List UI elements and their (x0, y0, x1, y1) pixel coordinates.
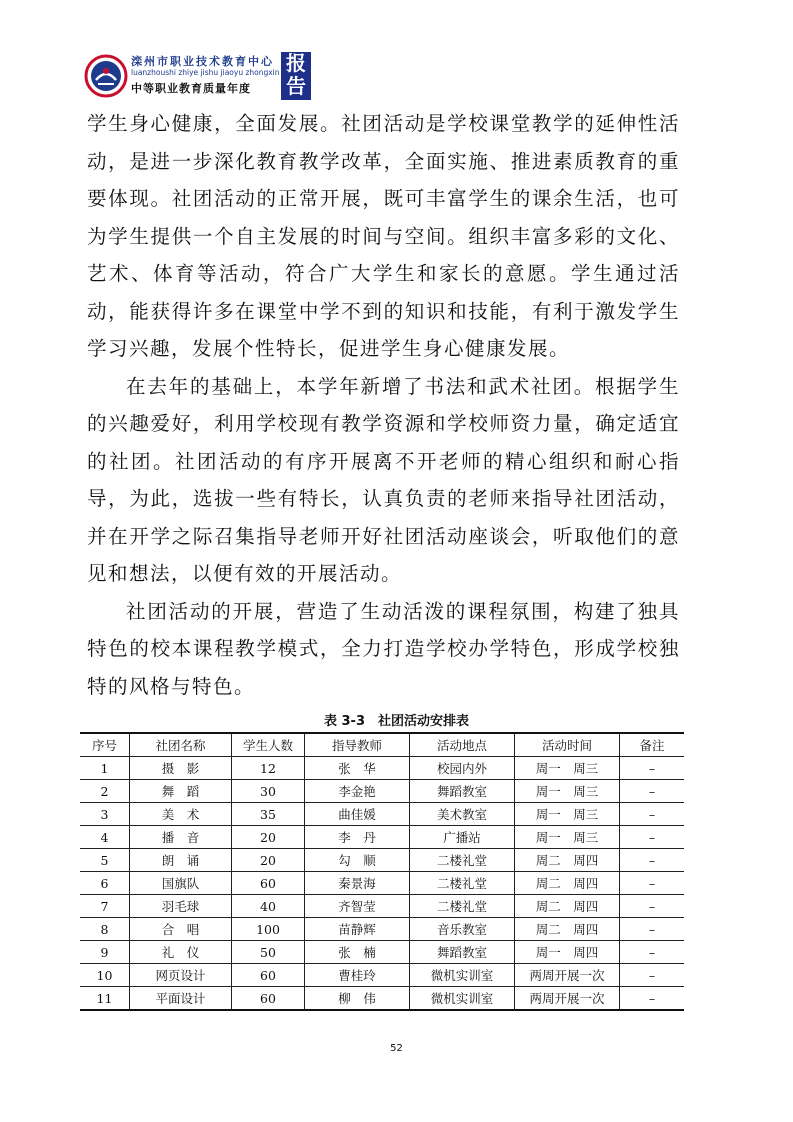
table-cell: 微机实训室 (410, 987, 515, 1011)
table-caption: 表 3-3 社团活动安排表 (323, 714, 469, 729)
table-row (80, 826, 684, 849)
table-cell: 朗 诵 (130, 849, 232, 872)
table-cell: – (620, 918, 685, 941)
table-cell: – (620, 849, 685, 872)
table-cell: 音乐教室 (410, 918, 515, 941)
table-cell: 两周开展一次 (515, 987, 620, 1011)
table-cell: – (620, 803, 685, 826)
table-cell: 勾 顺 (305, 849, 410, 872)
table-cell: 8 (80, 918, 130, 941)
table-cell: 60 (232, 872, 305, 895)
table-cell: – (620, 757, 685, 780)
table-cell: – (620, 941, 685, 964)
header-cell: 活动地点 (410, 733, 515, 757)
header-cell: 备注 (620, 733, 685, 757)
table-cell: 2 (80, 780, 130, 803)
table-cell: 合 唱 (130, 918, 232, 941)
table-cell: 12 (232, 757, 305, 780)
table-cell: 摄 影 (130, 757, 232, 780)
table-cell: 国旗队 (130, 872, 232, 895)
paragraph-1: 学生身心健康，全面发展。社团活动是学校课堂教学的延伸性活动，是进一步深化教育教学改革，全面实施、推进素质教育的重要体现。社团活动的正常开展，既可丰富学生的课余生活，也可为学生提供一个自主发展的时间与空间。组织丰富多彩的文化、艺术、体育等活动，符合广大学生和家长的意愿。学生通过活动，能获得许多在课堂中学不到的知识和技能，有利于激发学生学习兴趣，发展个性特长，促进学生身心健康发展。 (87, 112, 680, 360)
table-cell: 校园内外 (410, 757, 515, 780)
table-cell: 曹桂玲 (305, 964, 410, 987)
table-cell: 35 (232, 803, 305, 826)
table-cell: 曲佳媛 (305, 803, 410, 826)
table-cell: 6 (80, 872, 130, 895)
table-cell: 舞蹈教室 (410, 941, 515, 964)
table-row (80, 941, 684, 964)
table-cell: 微机实训室 (410, 964, 515, 987)
table-cell: – (620, 987, 685, 1011)
org-pinyin: luanzhoushi zhiye jishu jiaoyu zhongxin (131, 68, 280, 77)
header-cell: 指导教师 (305, 733, 410, 757)
table-cell: – (620, 895, 685, 918)
table-cell: 平面设计 (130, 987, 232, 1011)
table-cell: 张 华 (305, 757, 410, 780)
report-badge-line1: 报 (286, 51, 306, 75)
table-cell: 4 (80, 826, 130, 849)
table-cell: – (620, 826, 685, 849)
table-cell: 两周开展一次 (515, 964, 620, 987)
table-cell: 秦景海 (305, 872, 410, 895)
table-cell: 二楼礼堂 (410, 895, 515, 918)
table-cell: 柳 伟 (305, 987, 410, 1011)
table-row (80, 872, 684, 895)
table-cell: 舞 蹈 (130, 780, 232, 803)
table-cell: 周二 周四 (515, 872, 620, 895)
table-cell: 广播站 (410, 826, 515, 849)
table-row (80, 895, 684, 918)
table-cell: 李金艳 (305, 780, 410, 803)
table-cell: 周一 周三 (515, 757, 620, 780)
table-row (80, 780, 684, 803)
table-cell: 9 (80, 941, 130, 964)
table-row (80, 849, 684, 872)
club-schedule-table (80, 732, 684, 1011)
body-text (87, 105, 680, 705)
table-cell: 100 (232, 918, 305, 941)
table-cell: 10 (80, 964, 130, 987)
table-cell: 1 (80, 757, 130, 780)
table-cell: 张 楠 (305, 941, 410, 964)
header-cell: 社团名称 (130, 733, 232, 757)
table-row (80, 987, 684, 1011)
table-cell: 周二 周四 (515, 918, 620, 941)
paragraph-3: 社团活动的开展，营造了生动活泼的课程氛围，构建了独具特色的校本课程教学模式，全力打造学校办学特色，形成学校独特的风格与特色。 (87, 599, 680, 698)
table-cell: 30 (232, 780, 305, 803)
table-cell: 舞蹈教室 (410, 780, 515, 803)
report-badge-line2: 告 (286, 74, 306, 98)
table-row (80, 918, 684, 941)
table-cell: 周二 周四 (515, 895, 620, 918)
table-cell: 40 (232, 895, 305, 918)
table-cell: 网页设计 (130, 964, 232, 987)
table-cell: 7 (80, 895, 130, 918)
table-cell: 周一 周三 (515, 803, 620, 826)
table-row (80, 964, 684, 987)
report-subtitle: 中等职业教育质量年度 (131, 82, 251, 95)
table-cell: 周二 周四 (515, 849, 620, 872)
table-cell: 50 (232, 941, 305, 964)
table-cell: 二楼礼堂 (410, 872, 515, 895)
table-header-row (80, 733, 684, 757)
table-cell: 60 (232, 964, 305, 987)
page-number: 52 (390, 1043, 403, 1054)
table-cell: 二楼礼堂 (410, 849, 515, 872)
table-cell: 礼 仪 (130, 941, 232, 964)
table-cell: 3 (80, 803, 130, 826)
table-cell: 苗静辉 (305, 918, 410, 941)
table-row (80, 757, 684, 780)
table-cell: 周一 周三 (515, 826, 620, 849)
table-cell: 20 (232, 849, 305, 872)
report-badge (281, 52, 311, 100)
table-cell: 周一 周三 (515, 780, 620, 803)
table-cell: 李 丹 (305, 826, 410, 849)
header-cell: 活动时间 (515, 733, 620, 757)
table-cell: – (620, 964, 685, 987)
table-cell: 美术教室 (410, 803, 515, 826)
school-emblem-icon (84, 54, 128, 98)
table-cell: 11 (80, 987, 130, 1011)
table-cell: – (620, 780, 685, 803)
org-name: 滦州市职业技术教育中心 (131, 55, 274, 68)
table-cell: 周一 周四 (515, 941, 620, 964)
table-cell: – (620, 872, 685, 895)
table-cell: 羽毛球 (130, 895, 232, 918)
report-header (84, 52, 314, 104)
table-cell: 齐智莹 (305, 895, 410, 918)
table-cell: 20 (232, 826, 305, 849)
header-cell: 学生人数 (232, 733, 305, 757)
table-row (80, 803, 684, 826)
table-cell: 60 (232, 987, 305, 1011)
table-cell: 美 术 (130, 803, 232, 826)
paragraph-2: 在去年的基础上，本学年新增了书法和武术社团。根据学生的兴趣爱好，利用学校现有教学资源和学校师资力量，确定适宜的社团。社团活动的有序开展离不开老师的精心组织和耐心指导，为此，选拔一些有特长，认真负责的老师来指导社团活动，并在开学之际召集指导老师开好社团活动座谈会，听取他们的意见和想法，以便有效的开展活动。 (87, 374, 680, 585)
table-cell: 5 (80, 849, 130, 872)
header-cell: 序号 (80, 733, 130, 757)
table-cell: 播 音 (130, 826, 232, 849)
